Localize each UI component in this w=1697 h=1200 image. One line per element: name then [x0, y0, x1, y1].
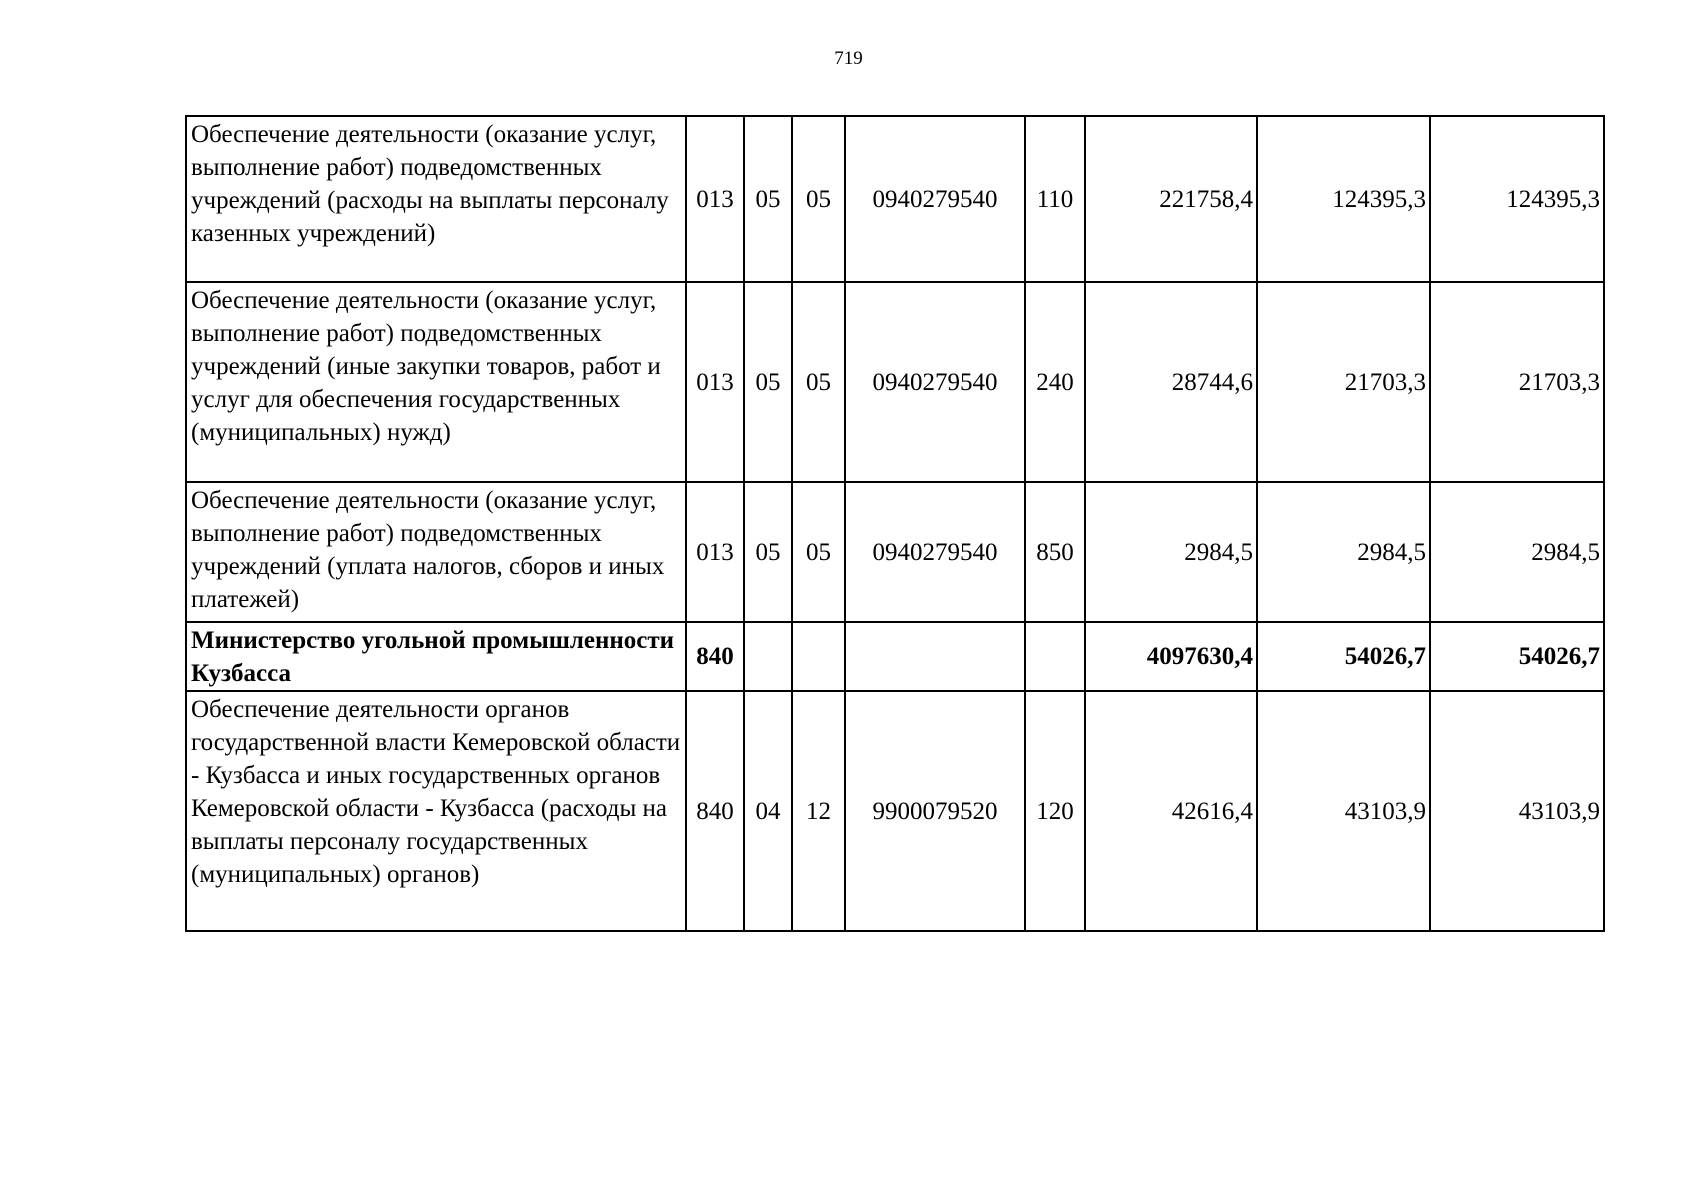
target-article-code [845, 622, 1025, 691]
table-row [186, 116, 1604, 282]
sum-year-1: 4097630,4 [1085, 622, 1257, 691]
sum-year-3: 21703,3 [1430, 282, 1604, 482]
table-row [186, 482, 1604, 622]
subsection-code: 05 [792, 482, 845, 622]
sum-year-2: 21703,3 [1257, 282, 1430, 482]
ministry-code: 013 [686, 282, 744, 482]
expense-type-code: 120 [1025, 691, 1085, 931]
sum-year-1: 42616,4 [1085, 691, 1257, 931]
target-article-code: 0940279540 [845, 482, 1025, 622]
sum-year-3: 2984,5 [1430, 482, 1604, 622]
section-code [744, 622, 792, 691]
sum-year-3: 124395,3 [1430, 116, 1604, 282]
row-description: Обеспечение деятельности (оказание услуг, выполнение работ) подведомственных учреждений (расходы на выплаты персоналу казенных учреждений) [186, 116, 686, 282]
sum-year-3: 54026,7 [1430, 622, 1604, 691]
table-row [186, 691, 1604, 931]
sum-year-2: 2984,5 [1257, 482, 1430, 622]
sum-year-2: 43103,9 [1257, 691, 1430, 931]
sum-year-2: 54026,7 [1257, 622, 1430, 691]
subsection-code: 12 [792, 691, 845, 931]
section-code: 04 [744, 691, 792, 931]
sum-year-1: 28744,6 [1085, 282, 1257, 482]
budget-table [185, 115, 1605, 932]
expense-type-code: 240 [1025, 282, 1085, 482]
page-number: 719 [834, 48, 863, 69]
row-description: Обеспечение деятельности (оказание услуг, выполнение работ) подведомственных учреждений (уплата налогов, сборов и иных платежей) [186, 482, 686, 622]
target-article-code: 9900079520 [845, 691, 1025, 931]
target-article-code: 0940279540 [845, 282, 1025, 482]
subsection-code: 05 [792, 282, 845, 482]
section-code: 05 [744, 482, 792, 622]
ministry-code: 840 [686, 691, 744, 931]
section-code: 05 [744, 282, 792, 482]
target-article-code: 0940279540 [845, 116, 1025, 282]
section-code: 05 [744, 116, 792, 282]
table-row [186, 282, 1604, 482]
row-description: Министерство угольной промышленности Кузбасса [186, 622, 686, 691]
ministry-code: 013 [686, 482, 744, 622]
sum-year-3: 43103,9 [1430, 691, 1604, 931]
row-description: Обеспечение деятельности (оказание услуг, выполнение работ) подведомственных учреждений (иные закупки товаров, работ и услуг для обеспечения государственных (муниципальных) нужд) [186, 282, 686, 482]
table-row-ministry-total [186, 622, 1604, 691]
sum-year-1: 2984,5 [1085, 482, 1257, 622]
sum-year-1: 221758,4 [1085, 116, 1257, 282]
ministry-code: 840 [686, 622, 744, 691]
row-description: Обеспечение деятельности органов государственной власти Кемеровской области - Кузбасса и иных государственных органов Кемеровской области - Кузбасса (расходы на выплаты персоналу государственных (муниципальных) органов) [186, 691, 686, 931]
expense-type-code: 110 [1025, 116, 1085, 282]
subsection-code [792, 622, 845, 691]
sum-year-2: 124395,3 [1257, 116, 1430, 282]
expense-type-code: 850 [1025, 482, 1085, 622]
expense-type-code [1025, 622, 1085, 691]
subsection-code: 05 [792, 116, 845, 282]
ministry-code: 013 [686, 116, 744, 282]
